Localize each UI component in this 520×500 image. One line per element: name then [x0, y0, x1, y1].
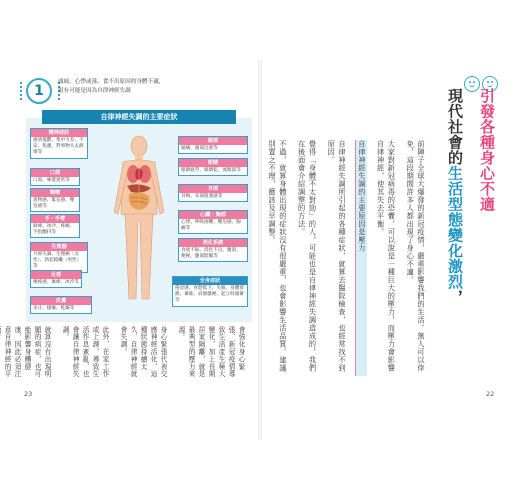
body-paragraph: 會強化身心緊張、新冠疫情導致生活產生極大變化，加上長期居家隔離，就是最典型的壓力來源。	[177, 326, 245, 378]
symptom-box-head	[178, 136, 248, 154]
lead-line-2: 很有可能是因為自律神經失調	[58, 88, 131, 94]
symptom-title: 足部	[31, 271, 81, 279]
symptom-box-whole-body	[172, 276, 248, 307]
body-paragraph: 身心緊張代表交感神經活化，這種狀態持續太久，自律神經就會失調。	[119, 326, 167, 378]
symptom-title: 口部	[31, 169, 79, 177]
highlight-sentence: 自律神經失調的主要原因是壓力	[355, 140, 367, 376]
symptom-body: 心悸、呼吸困難、壓迫感、胸痛等	[181, 220, 241, 232]
symptom-title: 精神症狀	[31, 129, 87, 137]
symptom-body: 異物感、緊迫感、壓迫感等	[33, 198, 75, 210]
symptom-body: 感到憂鬱、集中力差、不安、焦慮、對事物失去熱情等	[33, 138, 84, 156]
symptom-diagram	[26, 110, 252, 322]
symptom-body: 口渴、味覺異常等	[33, 178, 70, 183]
symptom-title: 耳部	[179, 185, 247, 193]
body-paragraph: 自律神經失調所引起的各種症狀，就算去醫院檢查，也經常找不到原因。	[327, 140, 348, 372]
symptom-title: 生殖器	[31, 243, 87, 251]
symptom-title: 消化系統	[179, 239, 247, 247]
symptom-box-genital	[30, 242, 88, 273]
symptom-title: 手・手臂	[31, 215, 79, 223]
title-line-2: 引發各種身心不適	[478, 88, 496, 212]
chapter-title	[434, 88, 502, 318]
title-highlight: 生活型態變化激烈	[446, 165, 464, 290]
title-prefix: 現代社會的	[446, 88, 464, 166]
human-body-figure	[109, 134, 169, 309]
title-line-1	[445, 88, 466, 305]
body-paragraph: 前陣子全球大爆發的新冠疫情，嚴重影響我們的生活。無人可以倖免，這段期間許多人都出現了身心不適。	[406, 140, 426, 372]
symptom-box-mouth	[30, 168, 80, 186]
symptom-title: 全身症狀	[173, 277, 247, 285]
right-page-body	[268, 140, 426, 376]
symptom-box-skin	[30, 296, 92, 314]
section-number-badge: 1	[26, 78, 52, 104]
symptom-body: 月經失調、生理痛（女性）、勃起障礙（男性）等	[33, 252, 82, 270]
title-suffix: ，	[446, 289, 464, 305]
symptom-title: 皮膚	[31, 297, 91, 305]
lead-text	[58, 78, 208, 96]
symptom-body: 耳鳴、耳部阻塞感等	[181, 194, 223, 199]
page-number-left: 23	[24, 390, 33, 398]
symptom-body: 倦怠感、食慾低下、失眠、身體發熱、暈眩、肩膀僵硬、起立時頭暈等	[175, 286, 244, 304]
symptom-body: 麻痺、冰冷、疼痛、手指顫抖等	[33, 224, 75, 236]
symptom-box-digestive	[178, 238, 248, 262]
body-paragraph: 覺得「身體不太對勁」的人，可能也是自律神經失調造成的，我們在後面會介紹調整的方法。	[297, 140, 318, 372]
page-number-right: 22	[486, 390, 495, 398]
body-paragraph: 就算沒有出現明顯的病症，也可能影響身體健康，因此必須注意自律神經的平	[3, 326, 51, 378]
symptom-title: 咽喉	[31, 189, 79, 197]
body-paragraph: 不過，就算身體出現的症狀沒有很嚴重，也會影響生活品質。建議別置之不理，應該及早調整。	[268, 140, 288, 372]
symptom-body: 頭痛、頭部沉重等	[181, 146, 218, 151]
symptom-body: 痠疼感、麻痺、冰冷等	[33, 280, 79, 285]
symptom-box-mental	[30, 128, 88, 159]
symptom-box-throat	[30, 188, 80, 212]
symptom-box-ears	[178, 184, 248, 202]
symptom-body: 食欲不振、消化不良、腹瀉、便秘、腹部悶脹等	[181, 248, 241, 260]
symptom-box-feet	[30, 270, 82, 288]
left-page-body	[3, 326, 246, 382]
symptom-title: 眼睛	[179, 159, 247, 167]
symptom-body: 眼睛疲勞、眼睛乾、流眼淚等	[181, 168, 241, 173]
symptom-title: 頭部	[179, 137, 247, 145]
symptom-box-heart	[178, 210, 248, 234]
lead-line-1: 頭痛、心悸或落、食不出原因的身體不適，	[58, 79, 165, 85]
body-paragraph: 此外，在家工作或上課，導致生活作息紊亂，也會讓自律神經失調。	[61, 326, 109, 378]
diagram-title: 自律神經失調的主要症狀	[42, 110, 236, 124]
symptom-box-eyes	[178, 158, 248, 176]
symptom-title: 心臟・胸部	[179, 211, 247, 219]
page-gutter	[258, 60, 262, 440]
body-paragraph: 大家對新冠病毒的恐懼，可以說是一種巨大的壓力，而壓力會影響自律神經，使其失去平衡。	[376, 140, 397, 372]
symptom-body: 多汗、搔癢、乾燥等	[33, 306, 75, 311]
symptom-box-limbs	[30, 214, 80, 238]
